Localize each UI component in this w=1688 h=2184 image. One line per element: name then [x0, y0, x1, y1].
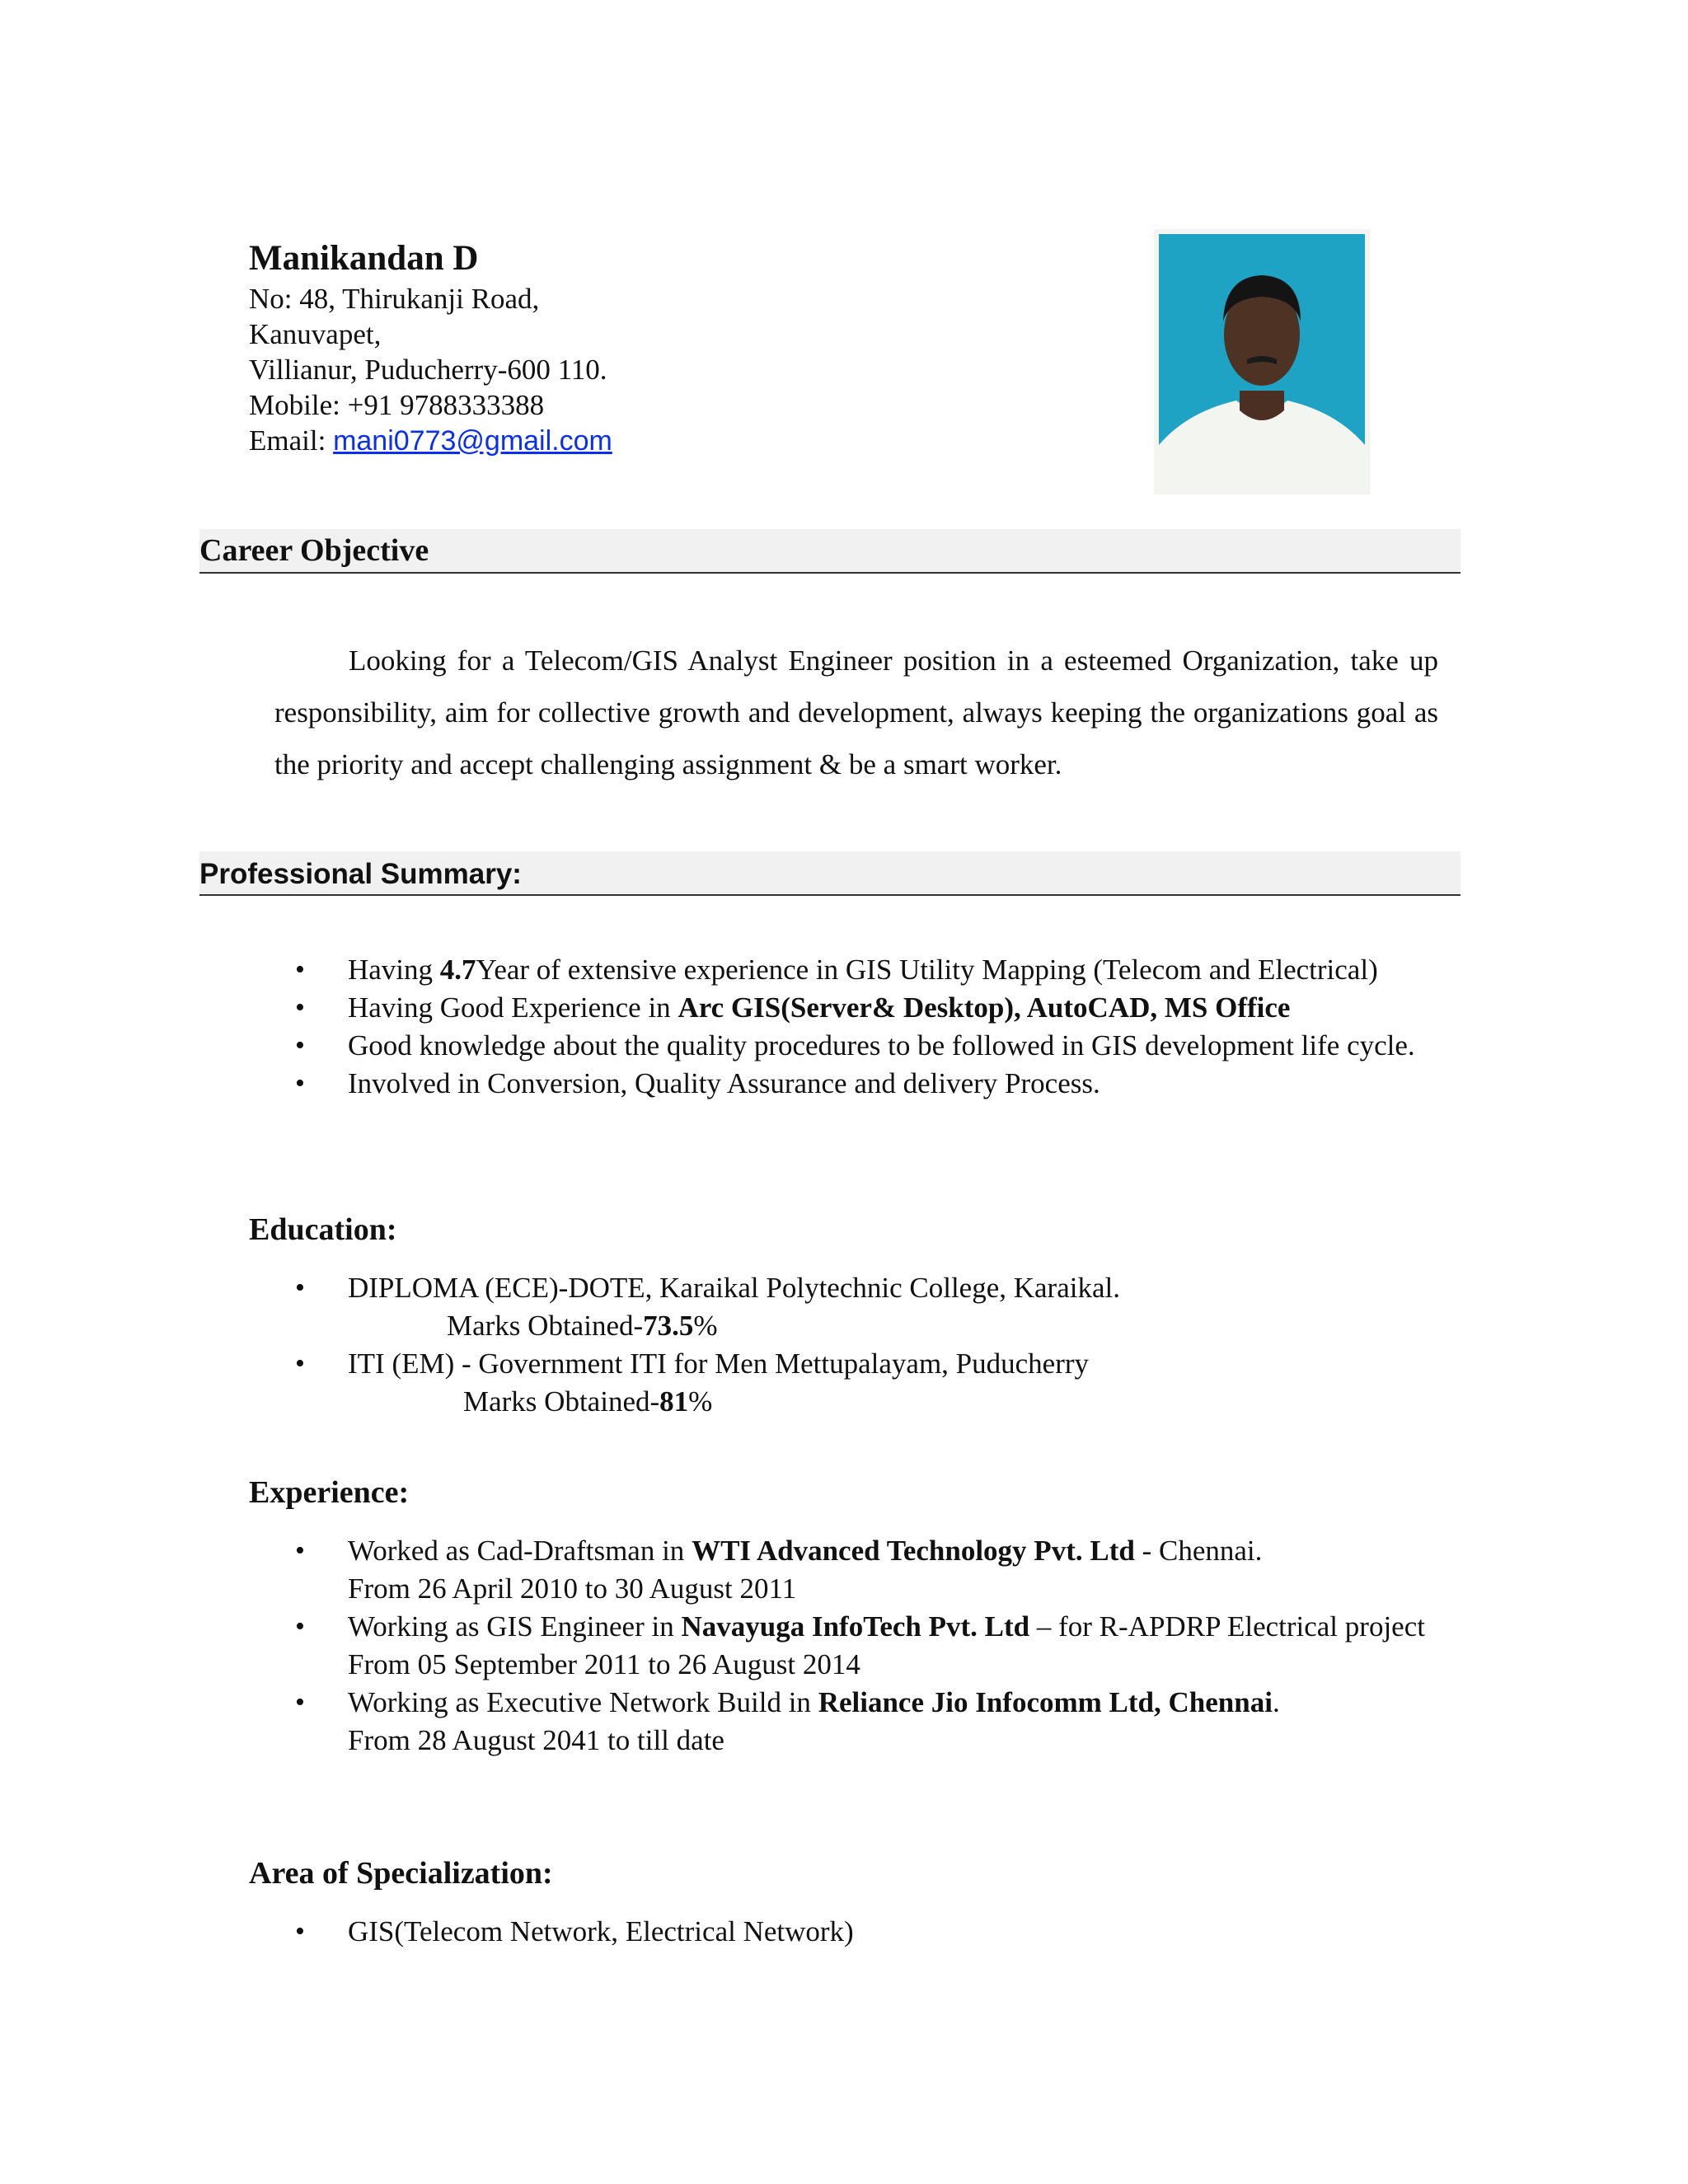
experience-dates: From 28 August 2041 to till date — [348, 1724, 724, 1756]
item-bold: 4.7 — [439, 954, 476, 986]
list-item — [249, 1065, 1438, 1103]
education-title: Education: — [249, 1212, 397, 1247]
marks-percent: % — [693, 1310, 718, 1342]
mobile-label: Mobile: — [249, 389, 348, 421]
professional-summary-header — [199, 851, 1461, 896]
career-objective-text — [274, 635, 1438, 790]
experience-dates: From 26 April 2010 to 30 August 2011 — [348, 1572, 797, 1605]
marks-label: Marks Obtained- — [463, 1385, 660, 1418]
experience-list — [249, 1532, 1438, 1760]
marks-value: 81 — [659, 1385, 689, 1418]
career-objective-body: Looking for a Telecom/GIS Analyst Engineer position in a esteemed Organization, take up responsibility, aim for collective growth and development, always keeping the organizations goal as the priority and accept challenging assignment & be a smart worker. — [274, 644, 1438, 780]
experience-entry — [348, 1532, 1438, 1570]
specialization-list — [249, 1913, 1438, 1951]
list-item: • GIS(Telecom Network, Electrical Network) — [249, 1913, 1438, 1951]
specialization-title: Area of Specialization: — [249, 1856, 553, 1891]
education-entry: • ITI (EM) - Government ITI for Men Mettupalayam, Puducherry — [348, 1347, 1090, 1380]
item-text: Working as GIS Engineer in — [348, 1610, 682, 1643]
list-item — [249, 1684, 1438, 1760]
education-list — [249, 1269, 1438, 1421]
career-objective-header — [199, 529, 1461, 574]
marks-value: 73.5 — [643, 1310, 694, 1342]
item-text: - Chennai. — [1134, 1535, 1263, 1567]
list-item — [249, 1345, 1438, 1421]
professional-summary-list — [249, 951, 1438, 1103]
item-text: Good knowledge about the quality procedures to be followed in GIS development life cycle. — [348, 1029, 1415, 1062]
list-item — [249, 951, 1438, 989]
mobile-line — [249, 387, 612, 423]
item-bold: Arc GIS(Server& Desktop), AutoCAD, MS Office — [678, 991, 1291, 1024]
item-text: – for R-APDRP Electrical project — [1029, 1610, 1425, 1643]
list-item — [249, 989, 1438, 1027]
address-line-2: Kanuvapet, — [249, 318, 382, 350]
mobile-number: +91 9788333388 — [347, 389, 545, 421]
address-line-1: No: 48, Thirukanji Road, — [249, 283, 540, 315]
experience-title: Experience: — [249, 1475, 410, 1510]
career-objective-title: Career Objective — [199, 533, 429, 568]
company-name: WTI Advanced Technology Pvt. Ltd — [692, 1535, 1135, 1567]
professional-summary-title: Professional Summary: — [199, 858, 522, 890]
experience-dates: From 05 September 2011 to 26 August 2014 — [348, 1648, 860, 1680]
marks-line — [348, 1307, 1438, 1345]
marks-label: Marks Obtained- — [447, 1310, 644, 1342]
experience-entry — [348, 1684, 1438, 1722]
list-item — [249, 1027, 1438, 1065]
candidate-name: Manikandan D — [249, 239, 479, 278]
email-link[interactable]: mani0773@gmail.com — [333, 425, 612, 457]
list-item — [249, 1608, 1438, 1684]
company-name: Navayuga InfoTech Pvt. Ltd — [681, 1610, 1030, 1643]
address-line-3: Villianur, Puducherry-600 110. — [249, 354, 607, 386]
list-item — [249, 1532, 1438, 1608]
item-text: Having Good Experience in — [348, 991, 678, 1024]
company-name: Reliance Jio Infocomm Ltd, Chennai — [818, 1686, 1273, 1718]
item-text: Year of extensive experience in GIS Utility Mapping (Telecom and Electrical) — [476, 954, 1378, 986]
education-entry: • DIPLOMA (ECE)-DOTE, Karaikal Polytechnic College, Karaikal. — [348, 1272, 1120, 1304]
item-text: Involved in Conversion, Quality Assurance and delivery Process. — [348, 1067, 1100, 1099]
item-text: Worked as Cad-Draftsman in — [348, 1535, 692, 1567]
email-line — [249, 423, 612, 459]
item-text: Having — [348, 954, 440, 986]
marks-percent: % — [688, 1385, 713, 1418]
experience-entry — [348, 1608, 1438, 1646]
item-text: Working as Executive Network Build in — [348, 1686, 818, 1718]
item-text: . — [1272, 1686, 1280, 1718]
contact-block — [249, 281, 612, 459]
email-label: Email: — [249, 424, 334, 457]
marks-line — [348, 1383, 1438, 1421]
list-item — [249, 1269, 1438, 1345]
profile-photo — [1154, 229, 1370, 494]
